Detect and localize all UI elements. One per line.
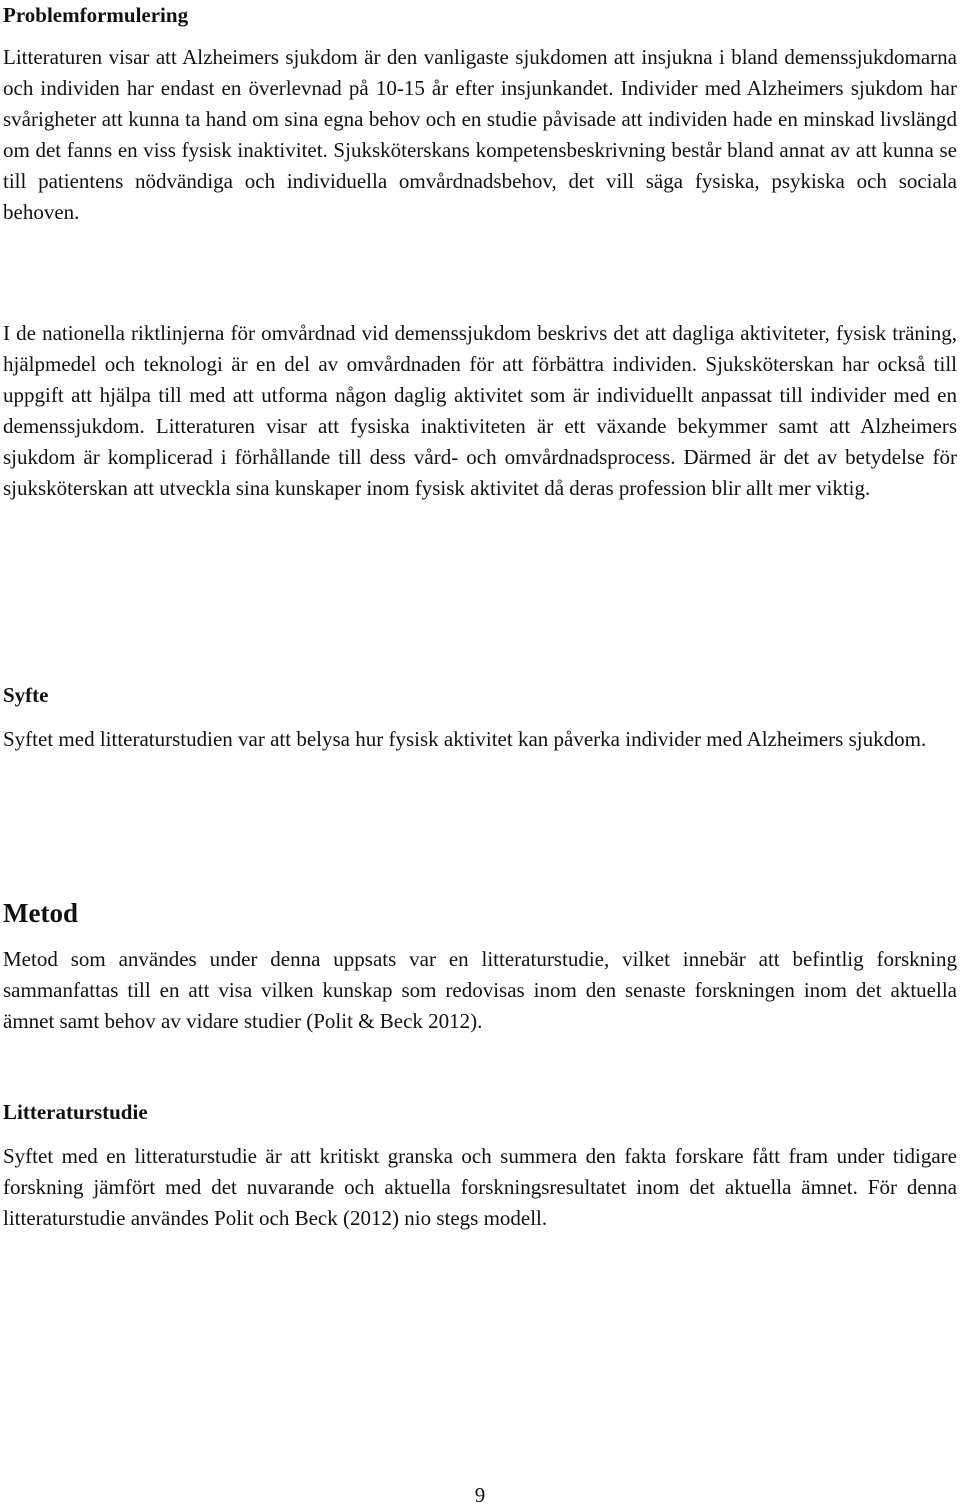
section-heading-problemformulering: Problemformulering	[3, 3, 189, 27]
section-heading-syfte: Syfte	[3, 683, 49, 707]
paragraph-metod: Metod som användes under denna uppsats var en litteraturstudie, vilket innebär att befintlig forskning sammanfattas till en att visa vilken kunskap som redovisas inom den senaste forskningen inom det aktuella ämnet samt behov av vidare studier (Polit & Beck 2012).	[3, 947, 957, 1033]
paragraph-problemformulering-1: Litteraturen visar att Alzheimers sjukdom är den vanligaste sjukdomen att insjukna i bland demenssjukdomarna och individen har endast en överlevnad på 10-15 år efter insjunkandet. Individer med Alzheimers sjukdom har svårigheter att kunna ta hand om sina egna behov och en studie påvisade att individen hade en minskad livslängd om det fanns en viss fysisk inaktivitet. Sjuksköterskans kompetensbeskrivning består bland annat av att kunna se till patientens nödvändiga och individuella omvårdnadsbehov, det vill säga fysiska, psykiska och sociala behoven.	[3, 45, 957, 224]
page-number: 9	[474, 1483, 486, 1507]
paragraph-syfte: Syftet med litteraturstudien var att belysa hur fysisk aktivitet kan påverka individer med Alzheimers sjukdom.	[3, 727, 927, 751]
paragraph-litteraturstudie: Syftet med en litteraturstudie är att kritiskt granska och summera den fakta forskare fått fram under tidigare forskning jämfört med det nuvarande och aktuella forskningsresultatet inom det aktuella ämnet. För denna litteraturstudie användes Polit och Beck (2012) nio stegs modell.	[3, 1144, 957, 1230]
paragraph-problemformulering-2: I de nationella riktlinjerna för omvårdnad vid demenssjukdom beskrivs det att dagliga aktiviteter, fysisk träning, hjälpmedel och teknologi är en del av omvårdnaden för att förbättra individen. Sjuksköterskan har också till uppgift att hjälpa till med att utforma någon daglig aktivitet som är individuellt anpassat till individer med en demenssjukdom. Litteraturen visar att fysiska inaktiviteten är ett växande bekymmer samt att Alzheimers sjukdom är komplicerad i förhållande till dess vård- och omvårdnadsprocess. Därmed är det av betydelse för sjuksköterskan att utveckla sina kunskaper inom fysisk aktivitet då deras profession blir allt mer viktig.	[3, 321, 957, 500]
section-heading-litteraturstudie: Litteraturstudie	[3, 1100, 148, 1124]
section-heading-metod: Metod	[3, 898, 78, 928]
